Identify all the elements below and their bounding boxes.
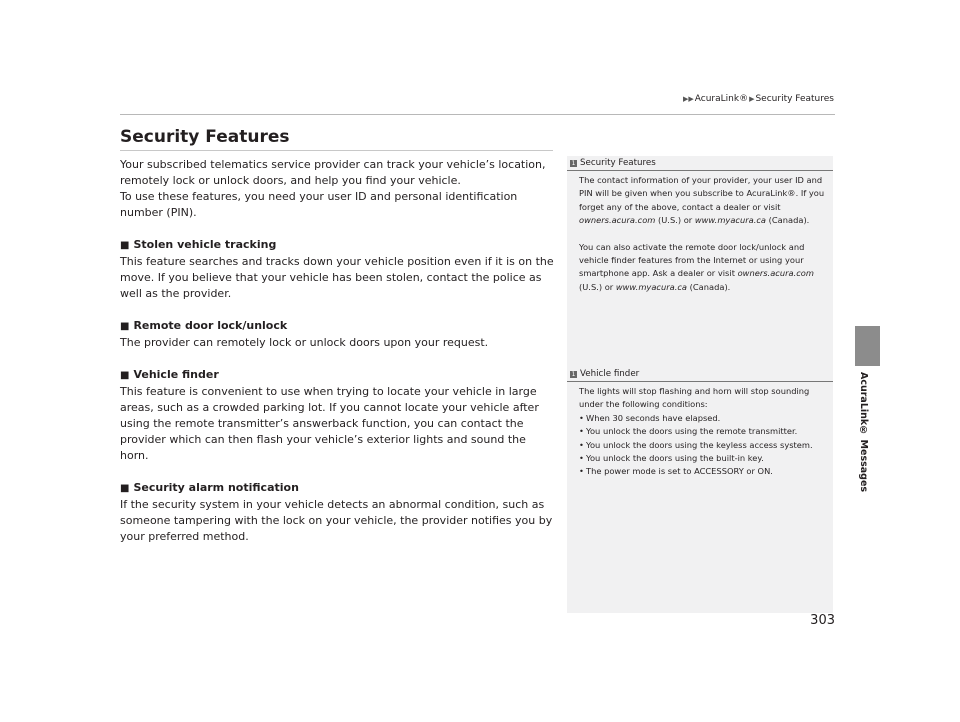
link-myacura[interactable]: www.myacura.ca (694, 215, 766, 226)
list-item: • You unlock the doors using the keyless access system. (579, 439, 827, 452)
note-paragraph: You can also activate the remote door lock/unlock and vehicle finder features from the Internet or using your smartphone app. Ask a dealer or visit owners.acura.com (U.S.) or www.myacura.ca (Canada). (579, 241, 814, 292)
intro-paragraph-1: Your subscribed telematics service provider can track your vehicle’s location, remotely lock or unlock doors, and help you find your vehicle. (120, 158, 546, 187)
page-title: Security Features (120, 127, 290, 147)
breadcrumb-item-acuralink[interactable]: AcuraLink® (694, 94, 749, 104)
section-heading-remote-lock: ■ Remote door lock/unlock (120, 319, 288, 332)
triangle-right-icon: ▶▶ (683, 95, 694, 103)
list-item: • You unlock the doors using the remote transmitter. (579, 425, 827, 438)
triangle-right-icon: ▶ (749, 95, 755, 103)
list-item: • You unlock the doors using the built-in key. (579, 452, 827, 465)
link-owners-acura[interactable]: owners.acura.com (737, 268, 814, 279)
square-bullet-icon: ■ (120, 321, 130, 332)
note-number-icon: 1 (571, 160, 576, 167)
note-security-features (567, 157, 833, 294)
list-item: • The power mode is set to ACCESSORY or ON. (579, 465, 827, 478)
page-number: 303 (810, 613, 835, 628)
section-body-vehicle-finder: This feature is convenient to use when trying to locate your vehicle in large areas, such as a crowded parking lot. If you cannot locate your vehicle after using the remote transmitter’s answerback function, you can contact the provider which can then flash your vehicle’s exterior lights and sound the horn. (120, 385, 539, 462)
link-myacura[interactable]: www.myacura.ca (615, 281, 687, 292)
breadcrumb (660, 94, 834, 104)
section-body-stolen-vehicle: This feature searches and tracks down your vehicle position even if it is on the move. If you believe that your vehicle has been stolen, contact the police as well as the provider. (120, 255, 554, 300)
bullet-icon: • (579, 439, 584, 450)
side-tab-marker (855, 326, 880, 366)
bullet-icon: • (579, 453, 584, 464)
breadcrumb-item-security[interactable]: Security Features (755, 94, 834, 104)
intro-paragraph-2: To use these features, you need your user ID and personal identification number (PIN). (120, 190, 518, 219)
bullet-icon: • (579, 466, 584, 477)
main-content (120, 157, 556, 545)
section-heading-vehicle-finder: ■ Vehicle finder (120, 368, 219, 381)
title-divider (120, 150, 553, 151)
side-tab-label: AcuraLink® Messages (858, 372, 869, 493)
note-paragraph: The lights will stop flashing and horn will stop sounding under the following conditions: (579, 386, 810, 410)
square-bullet-icon: ■ (120, 240, 130, 251)
note-number-icon: 1 (571, 371, 576, 378)
bullet-icon: • (579, 426, 584, 437)
bullet-icon: • (579, 412, 584, 423)
section-body-remote-lock: The provider can remotely lock or unlock doors upon your request. (120, 336, 489, 349)
square-bullet-icon: ■ (120, 370, 130, 381)
square-bullet-icon: ■ (120, 483, 130, 494)
section-heading-security-alarm: ■ Security alarm notification (120, 481, 299, 494)
note-heading: 1 Vehicle finder (567, 368, 833, 382)
link-owners-acura[interactable]: owners.acura.com (579, 215, 656, 226)
list-item: • When 30 seconds have elapsed. (579, 412, 827, 425)
note-paragraph: The contact information of your provider, your user ID and PIN will be given when you subscribe to AcuraLink®. If you forget any of the above, contact a dealer or visit owners.acura.com (U.S.) or www.myacura.ca (Canada). (579, 175, 825, 226)
section-body-security-alarm: If the security system in your vehicle detects an abnormal condition, such as someone tampering with the lock on your vehicle, the provider notifies you by your preferred method. (120, 498, 553, 543)
header-divider (120, 114, 835, 115)
note-vehicle-finder (567, 368, 833, 479)
section-heading-stolen-vehicle: ■ Stolen vehicle tracking (120, 238, 277, 251)
note-heading: 1 Security Features (567, 157, 833, 171)
